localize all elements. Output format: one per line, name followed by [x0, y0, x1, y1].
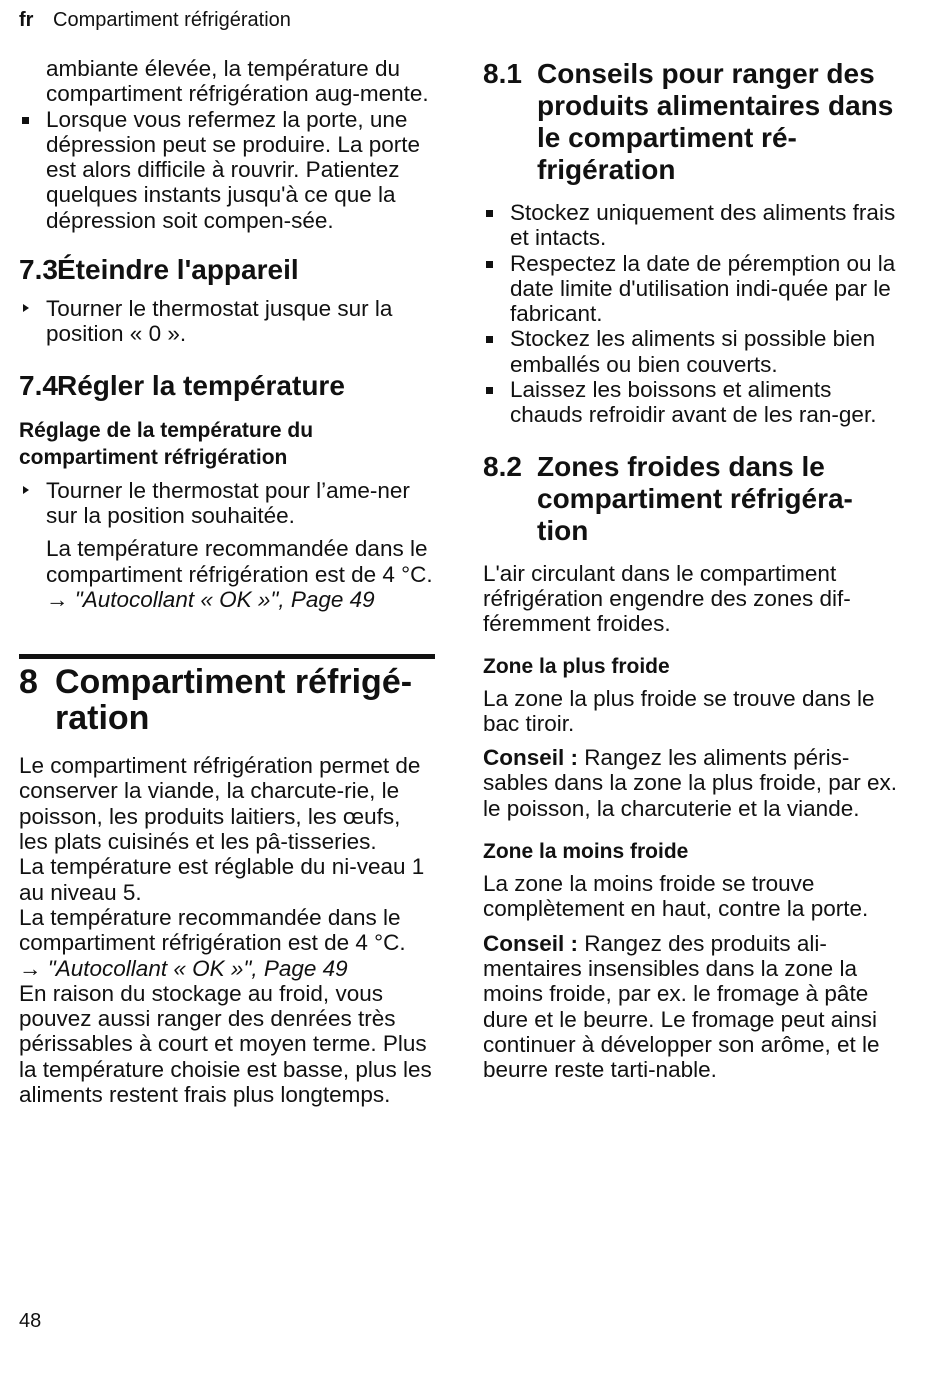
page-number: 48 — [19, 1310, 42, 1332]
cross-reference[interactable] — [19, 587, 435, 612]
instruction-list-7-4 — [19, 478, 435, 529]
section-number: 7.3 — [19, 254, 58, 286]
instruction-step: Tourner le thermostat jusque sur la position « 0 ». — [19, 296, 435, 347]
continued-text: ambiante élevée, la température du compartiment réfrigération aug-mente. — [46, 56, 429, 107]
zone-text: La zone la plus froide se trouve dans le bac tiroir. — [483, 685, 875, 736]
tip-label: Conseil : — [483, 930, 579, 956]
bullet-list-8-1 — [483, 200, 903, 428]
subsection-heading: Zone la moins froide — [483, 840, 689, 864]
language-code: fr — [19, 9, 34, 31]
section-title: Zones froides dans le compartiment réfrigéra-tion — [537, 450, 853, 546]
list-item: Lorsque vous refermez la porte, une dépression peut se produire. La porte est alors difficile à rouvrir. Patientez quelques instants jusqu'à ce que la dépression soit compen-sée. — [19, 107, 435, 233]
section-intro: L'air circulant dans le compartiment réfrigération engendre des zones dif-féremment froides. — [483, 560, 851, 637]
chapter-paragraph: La température recommandée dans le compartiment réfrigération est de 4 °C. — [19, 904, 406, 956]
chapter-8 — [19, 654, 435, 736]
page-header — [19, 9, 291, 32]
arrow-right-icon: → — [19, 955, 42, 981]
list-item: Stockez uniquement des aliments frais et intacts. — [483, 200, 903, 251]
list-item: Stockez les aliments si possible bien emballés ou bien couverts. — [483, 326, 903, 377]
header-title: Compartiment réfrigération — [53, 9, 291, 31]
instruction-list-7-3 — [19, 296, 435, 347]
section-number: 8.1 — [483, 58, 522, 89]
right-column — [483, 56, 903, 1082]
chapter-paragraph: La température est réglable du ni-veau 1 au niveau 5. — [19, 854, 425, 905]
tip-text: Rangez les aliments péris-sables dans la zone la plus froide, par ex. le poisson, la charcuterie et la viande. — [483, 745, 897, 821]
zone-text: La zone la moins froide se trouve complètement en haut, contre la porte. — [483, 871, 869, 922]
chapter-paragraph: En raison du stockage au froid, vous pouvez aussi ranger des denrées très périssables à court et moyen terme. Plus la température choisie est basse, plus les aliments restent frais plus longtemps. — [19, 980, 432, 1108]
subsection-heading: Zone la plus froide — [483, 654, 670, 678]
tip-text: Rangez des produits ali-mentaires insensibles dans la zone la moins froide, par ex. le fromage à pâte dure et le beurre. Le fromage peut ainsi continuer à développer son arôme, et le beurre reste tarti-nable. — [483, 930, 880, 1083]
bullet-list-door — [19, 107, 435, 233]
chapter-paragraph: Le compartiment réfrigération permet de conserver la viande, la charcute-rie, le poisson, les produits laitiers, les œufs, les plats cuisinés et les pâ-tisseries. — [19, 753, 421, 855]
tip-paragraph — [483, 745, 903, 821]
chapter-number: 8 — [19, 663, 38, 702]
cross-reference-link[interactable]: "Autocollant « OK »", Page 49 — [74, 586, 375, 612]
chapter-title: Compartiment réfrigé-ration — [55, 663, 413, 738]
section-heading-7-4 — [19, 370, 435, 402]
subsection-heading: Réglage de la température du compartiment réfrigération — [19, 418, 314, 469]
section-number: 7.4 — [19, 369, 58, 401]
list-item: Respectez la date de péremption ou la date limite d'utilisation indi-quée par le fabricant. — [483, 251, 903, 327]
section-title: Régler la température — [57, 369, 345, 401]
section-heading-8-2 — [483, 451, 903, 547]
tip-label: Conseil : — [483, 745, 579, 771]
chapter-heading — [19, 664, 435, 736]
cross-reference[interactable] — [19, 956, 435, 981]
cross-reference-link[interactable]: "Autocollant « OK »", Page 49 — [47, 955, 348, 981]
tip-paragraph — [483, 931, 903, 1083]
instruction-result: La température recommandée dans le compartiment réfrigération est de 4 °C. — [46, 536, 433, 587]
left-column — [19, 56, 435, 1107]
list-item: Laissez les boissons et aliments chauds refroidir avant de les ran-ger. — [483, 377, 903, 428]
arrow-right-icon: → — [46, 586, 69, 612]
section-title: Conseils pour ranger des produits alimentaires dans le compartiment ré-frigération — [537, 58, 894, 185]
section-number: 8.2 — [483, 450, 522, 482]
section-heading-7-3 — [19, 254, 435, 286]
section-heading-8-1 — [483, 58, 903, 186]
instruction-step: Tourner le thermostat pour l’ame-ner sur la position souhaitée. — [19, 478, 435, 529]
section-title: Éteindre l'appareil — [57, 254, 299, 286]
